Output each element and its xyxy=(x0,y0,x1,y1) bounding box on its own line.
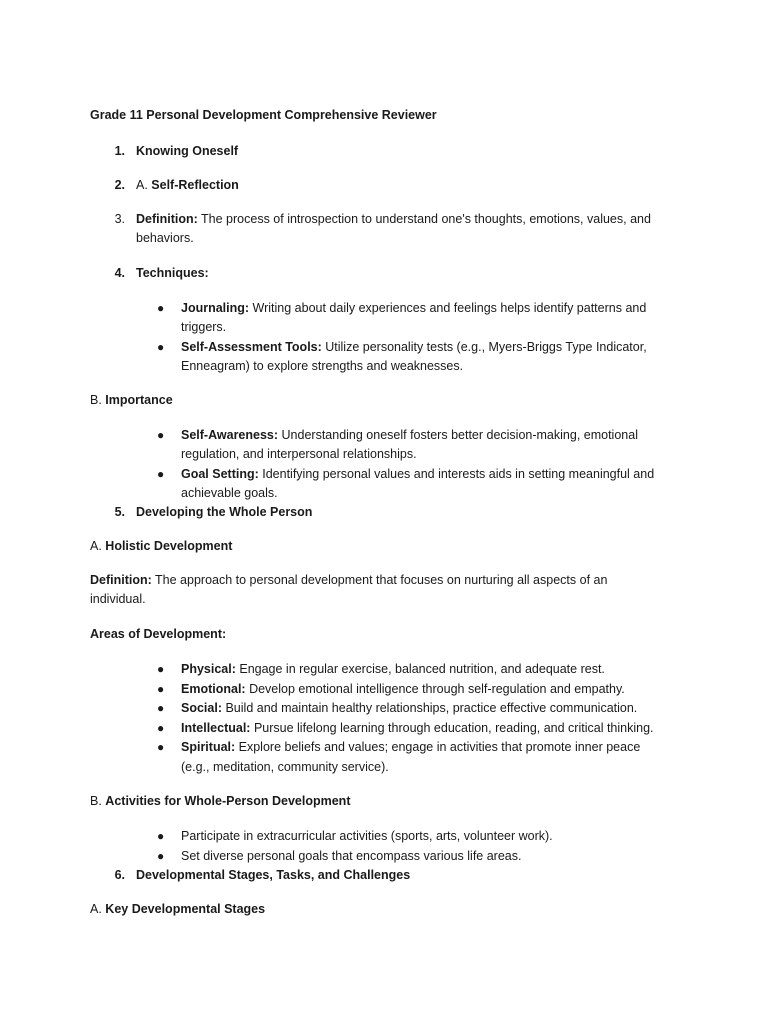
bullet-icon: ● xyxy=(157,428,165,442)
bullet-icon: ● xyxy=(157,849,165,863)
definition-self-reflection-cont: behaviors. xyxy=(136,231,194,245)
list-number: 3. xyxy=(114,212,125,226)
list-item: Self-Assessment Tools: Utilize personality tests (e.g., Myers-Briggs Type Indicator, xyxy=(181,340,647,354)
list-item-cont: Enneagram) to explore strengths and weaknesses. xyxy=(181,359,464,373)
list-number: 4. xyxy=(114,266,125,280)
bullet-icon: ● xyxy=(157,740,165,754)
bullet-icon: ● xyxy=(157,340,165,354)
definition-holistic: Definition: The approach to personal development that focuses on nurturing all aspects of an xyxy=(90,573,608,587)
heading-techniques: Techniques: xyxy=(136,266,209,280)
bullet-icon: ● xyxy=(157,467,165,481)
list-item: Emotional: Develop emotional intelligence through self-regulation and empathy. xyxy=(181,682,625,696)
list-item: Self-Awareness: Understanding oneself fosters better decision-making, emotional xyxy=(181,428,638,442)
heading-developmental-stages: Developmental Stages, Tasks, and Challenges xyxy=(136,868,411,882)
heading-key-stages: A. Key Developmental Stages xyxy=(90,902,266,916)
list-item-cont: (e.g., meditation, community service). xyxy=(181,760,389,774)
list-item: Set diverse personal goals that encompass various life areas. xyxy=(181,849,522,863)
list-item-cont: triggers. xyxy=(181,320,227,334)
list-item-cont: achievable goals. xyxy=(181,486,278,500)
heading-whole-person: Developing the Whole Person xyxy=(136,505,313,519)
list-number: 2. xyxy=(114,178,125,192)
list-number: 1. xyxy=(114,144,125,158)
list-item: Journaling: Writing about daily experiences and feelings helps identify patterns and xyxy=(181,301,647,315)
list-number: 5. xyxy=(114,505,125,519)
list-item: Intellectual: Pursue lifelong learning through education, reading, and critical thinking. xyxy=(181,721,654,735)
doc-title: Grade 11 Personal Development Comprehensive Reviewer xyxy=(90,108,437,122)
bullet-icon: ● xyxy=(157,721,165,735)
definition-self-reflection: Definition: The process of introspection to understand one's thoughts, emotions, values, and xyxy=(136,212,651,226)
heading-holistic: A. Holistic Development xyxy=(90,539,233,553)
bullet-icon: ● xyxy=(157,682,165,696)
list-item-cont: regulation, and interpersonal relationships. xyxy=(181,447,417,461)
heading-self-reflection: A. Self-Reflection xyxy=(136,178,239,192)
heading-knowing-oneself: Knowing Oneself xyxy=(136,144,239,158)
list-item: Goal Setting: Identifying personal values and interests aids in setting meaningful and xyxy=(181,467,655,481)
list-item: Physical: Engage in regular exercise, balanced nutrition, and adequate rest. xyxy=(181,662,605,676)
definition-holistic-cont: individual. xyxy=(90,592,146,606)
bullet-icon: ● xyxy=(157,701,165,715)
list-item: Social: Build and maintain healthy relationships, practice effective communication. xyxy=(181,701,638,715)
bullet-icon: ● xyxy=(157,829,165,843)
heading-importance: B. Importance xyxy=(90,393,173,407)
list-item: Spiritual: Explore beliefs and values; engage in activities that promote inner peace xyxy=(181,740,641,754)
list-number: 6. xyxy=(114,868,125,882)
bullet-icon: ● xyxy=(157,662,165,676)
heading-activities: B. Activities for Whole-Person Development xyxy=(90,794,351,808)
heading-areas: Areas of Development: xyxy=(90,627,227,641)
bullet-icon: ● xyxy=(157,301,165,315)
list-item: Participate in extracurricular activities (sports, arts, volunteer work). xyxy=(181,829,553,843)
